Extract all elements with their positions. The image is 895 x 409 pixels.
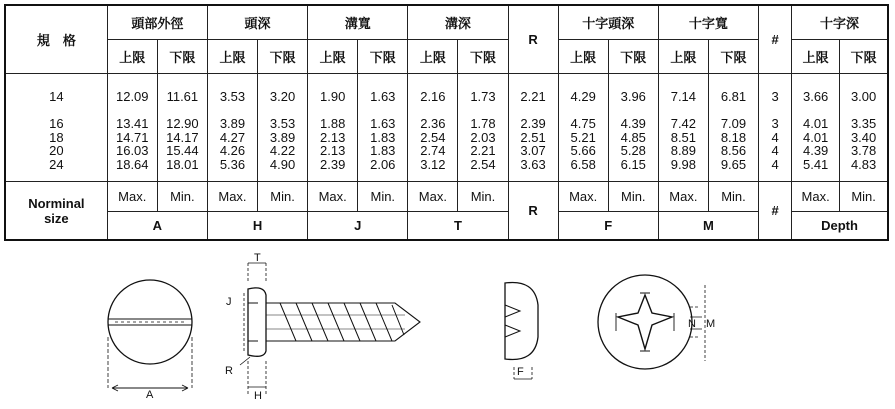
table-cell: 2.39 [520,116,546,132]
table-cell: 2.06 [370,156,396,172]
label-R: R [225,365,233,377]
Depth-min-column [840,73,888,181]
upper-limit-label: 上限 [408,39,458,73]
row-gap [792,103,839,117]
table-cell: 4 [771,156,779,172]
row-gap [308,103,357,117]
row-gap [208,103,257,117]
nominal-size-label-1: Norminal [28,195,85,211]
M-min-column [708,73,758,181]
J-max-column [308,73,358,181]
upper-limit-label: 上限 [658,39,708,73]
H-min-column [258,73,308,181]
table-cell: 2.03 [470,129,496,145]
table-cell: 6.58 [570,156,596,172]
table-cell: 1.63 [370,116,396,132]
table-cell: 18.64 [115,156,149,172]
slotted-head-top-view [108,280,192,391]
table-cell: 2.21 [520,88,546,104]
hash-header: # [759,5,792,73]
table-cell: 3.40 [850,129,877,145]
min-label: Min. [358,182,408,212]
row-gap [559,103,608,117]
row-gap [6,103,107,117]
row-gap [759,103,791,117]
M-max-column [658,73,708,181]
cross-head-side-view [505,282,538,379]
table-cell: 1.78 [470,116,496,132]
r-header: R [508,5,558,73]
F-max-column [558,73,608,181]
A-max-column [107,73,157,181]
table-cell: 3.63 [520,156,546,172]
row-gap [509,103,558,117]
A-min-column [157,73,207,181]
upper-limit-label: 上限 [558,39,608,73]
table-cell: 3.53 [219,88,246,104]
table-cell: 4.85 [620,129,646,145]
r-footer: R [508,182,558,240]
table-cell: 16.03 [115,143,149,159]
table-cell: 3.12 [420,156,446,172]
table-cell: 11.61 [166,88,199,104]
table-cell: 4.22 [269,143,296,159]
table-cell: 1.83 [370,143,396,159]
max-label: Max. [207,182,257,212]
table-cell: 13.41 [115,116,149,132]
table-cell: 18.01 [166,156,199,172]
table-cell: 2.36 [420,116,446,132]
table-cell: 4.75 [570,116,596,132]
table-cell: 15.44 [166,143,199,159]
table-cell: 8.18 [720,129,747,145]
table-cell: 5.36 [219,156,246,172]
min-label: Min. [157,182,207,212]
table-cell: 3.07 [520,143,546,159]
letter-H: H [207,212,307,240]
table-cell: 2.74 [420,143,446,159]
table-cell: 4.90 [269,156,296,172]
row-gap [709,103,758,117]
size-column [5,73,107,181]
table-cell: 4.01 [802,129,829,145]
max-label: Max. [558,182,608,212]
letter-F: F [558,212,658,240]
min-label: Min. [708,182,758,212]
cross-depth-header: 十字深 [792,5,888,39]
min-label: Min. [258,182,308,212]
table-cell: 9.98 [670,156,697,172]
table-cell: 18 [49,129,64,145]
letter-A: A [107,212,207,240]
table-cell: 4 [771,129,779,145]
table-cell: 14 [49,88,64,104]
table-cell: 3.00 [850,88,877,104]
lower-limit-label: 下限 [708,39,758,73]
table-cell: 24 [49,156,64,172]
screw-side-view [240,263,420,395]
table-cell: 2.21 [470,143,496,159]
num-column [759,73,792,181]
lower-limit-label: 下限 [840,39,888,73]
F-min-column [608,73,658,181]
table-cell: 4 [771,143,779,159]
max-label: Max. [308,182,358,212]
label-N: N [688,318,696,330]
table-cell: 4.01 [802,116,829,132]
table-cell: 5.28 [620,143,646,159]
upper-limit-label: 上限 [207,39,257,73]
min-label: Min. [840,182,888,212]
label-H: H [254,390,262,402]
table-cell: 16 [49,116,64,132]
row-gap [609,103,658,117]
lower-limit-label: 下限 [157,39,207,73]
lower-limit-label: 下限 [458,39,508,73]
table-cell: 6.81 [720,88,747,104]
table-cell: 9.65 [720,156,747,172]
table-cell: 20 [49,143,64,159]
table-cell: 4.39 [802,143,829,159]
row-gap [108,103,157,117]
R-column [508,73,558,181]
table-cell: 2.54 [470,156,496,172]
table-cell: 3.89 [269,129,296,145]
Depth-max-column [792,73,840,181]
min-label: Min. [608,182,658,212]
table-cell: 3.53 [269,116,296,132]
table-cell: 2.16 [420,88,446,104]
table-cell: 3.78 [850,143,877,159]
max-label: Max. [107,182,157,212]
row-gap [659,103,708,117]
table-cell: 8.89 [670,143,697,159]
table-cell: 4.27 [219,129,246,145]
table-cell: 7.42 [670,116,697,132]
table-cell: 2.13 [320,143,346,159]
head-depth-header: 頭深 [207,5,307,39]
screw-spec-table [4,4,889,241]
nominal-size-footer [5,182,107,240]
max-label: Max. [658,182,708,212]
table-cell: 3.96 [620,88,646,104]
table-cell: 1.73 [470,88,496,104]
hash-footer: # [759,182,792,240]
label-F: F [517,366,524,378]
row-gap [358,103,407,117]
label-T: T [254,252,261,264]
table-cell: 1.63 [370,88,396,104]
size-header: 規 格 [5,5,107,73]
letter-J: J [308,212,408,240]
table-cell: 8.56 [720,143,747,159]
lower-limit-label: 下限 [608,39,658,73]
letter-Depth: Depth [792,212,888,240]
table-cell: 4.39 [620,116,646,132]
table-cell: 1.88 [320,116,346,132]
table-cell: 3.66 [802,88,829,104]
table-cell: 12.90 [166,116,199,132]
upper-limit-label: 上限 [308,39,358,73]
table-cell: 5.66 [570,143,596,159]
row-gap [258,103,307,117]
max-label: Max. [792,182,840,212]
J-min-column [358,73,408,181]
label-M: M [706,318,716,330]
table-cell: 8.51 [670,129,697,145]
table-cell: 3 [771,116,779,132]
table-cell: 14.17 [166,129,199,145]
letter-T: T [408,212,508,240]
lower-limit-label: 下限 [358,39,408,73]
slot-width-header: 溝寬 [308,5,408,39]
table-cell: 5.21 [570,129,596,145]
label-A: A [146,389,154,401]
T-min-column [458,73,508,181]
table-cell: 12.09 [115,88,149,104]
table-cell: 1.90 [320,88,346,104]
table-cell: 5.41 [802,156,829,172]
label-J: J [226,296,232,308]
table-cell: 6.15 [620,156,646,172]
H-max-column [207,73,257,181]
table-cell: 7.09 [720,116,747,132]
table-data-block [5,73,888,181]
table-cell: 1.83 [370,129,396,145]
screw-drawings [0,245,895,409]
table-cell: 4.29 [570,88,596,104]
lower-limit-label: 下限 [258,39,308,73]
table-cell: 4.26 [219,143,246,159]
row-gap [408,103,457,117]
table-cell: 2.13 [320,129,346,145]
upper-limit-label: 上限 [107,39,157,73]
nominal-size-label-2: size [44,210,69,226]
table-cell: 3.20 [269,88,296,104]
row-gap [458,103,507,117]
letter-M: M [658,212,758,240]
table-cell: 2.51 [520,129,546,145]
table-cell: 7.14 [670,88,697,104]
table-cell: 4.83 [850,156,877,172]
row-gap [158,103,207,117]
table-cell: 3.89 [219,116,246,132]
table-cell: 2.54 [420,129,446,145]
T-max-column [408,73,458,181]
slot-depth-header: 溝深 [408,5,508,39]
table-cell: 2.39 [320,156,346,172]
table-cell: 3.35 [850,116,877,132]
head-diameter-header: 頭部外徑 [107,5,207,39]
max-label: Max. [408,182,458,212]
cross-width-header: 十字寬 [658,5,758,39]
row-gap [840,103,887,117]
table-cell: 14.71 [115,129,149,145]
upper-limit-label: 上限 [792,39,840,73]
min-label: Min. [458,182,508,212]
table-cell: 3 [771,88,779,104]
cross-head-depth-header: 十字頭深 [558,5,658,39]
